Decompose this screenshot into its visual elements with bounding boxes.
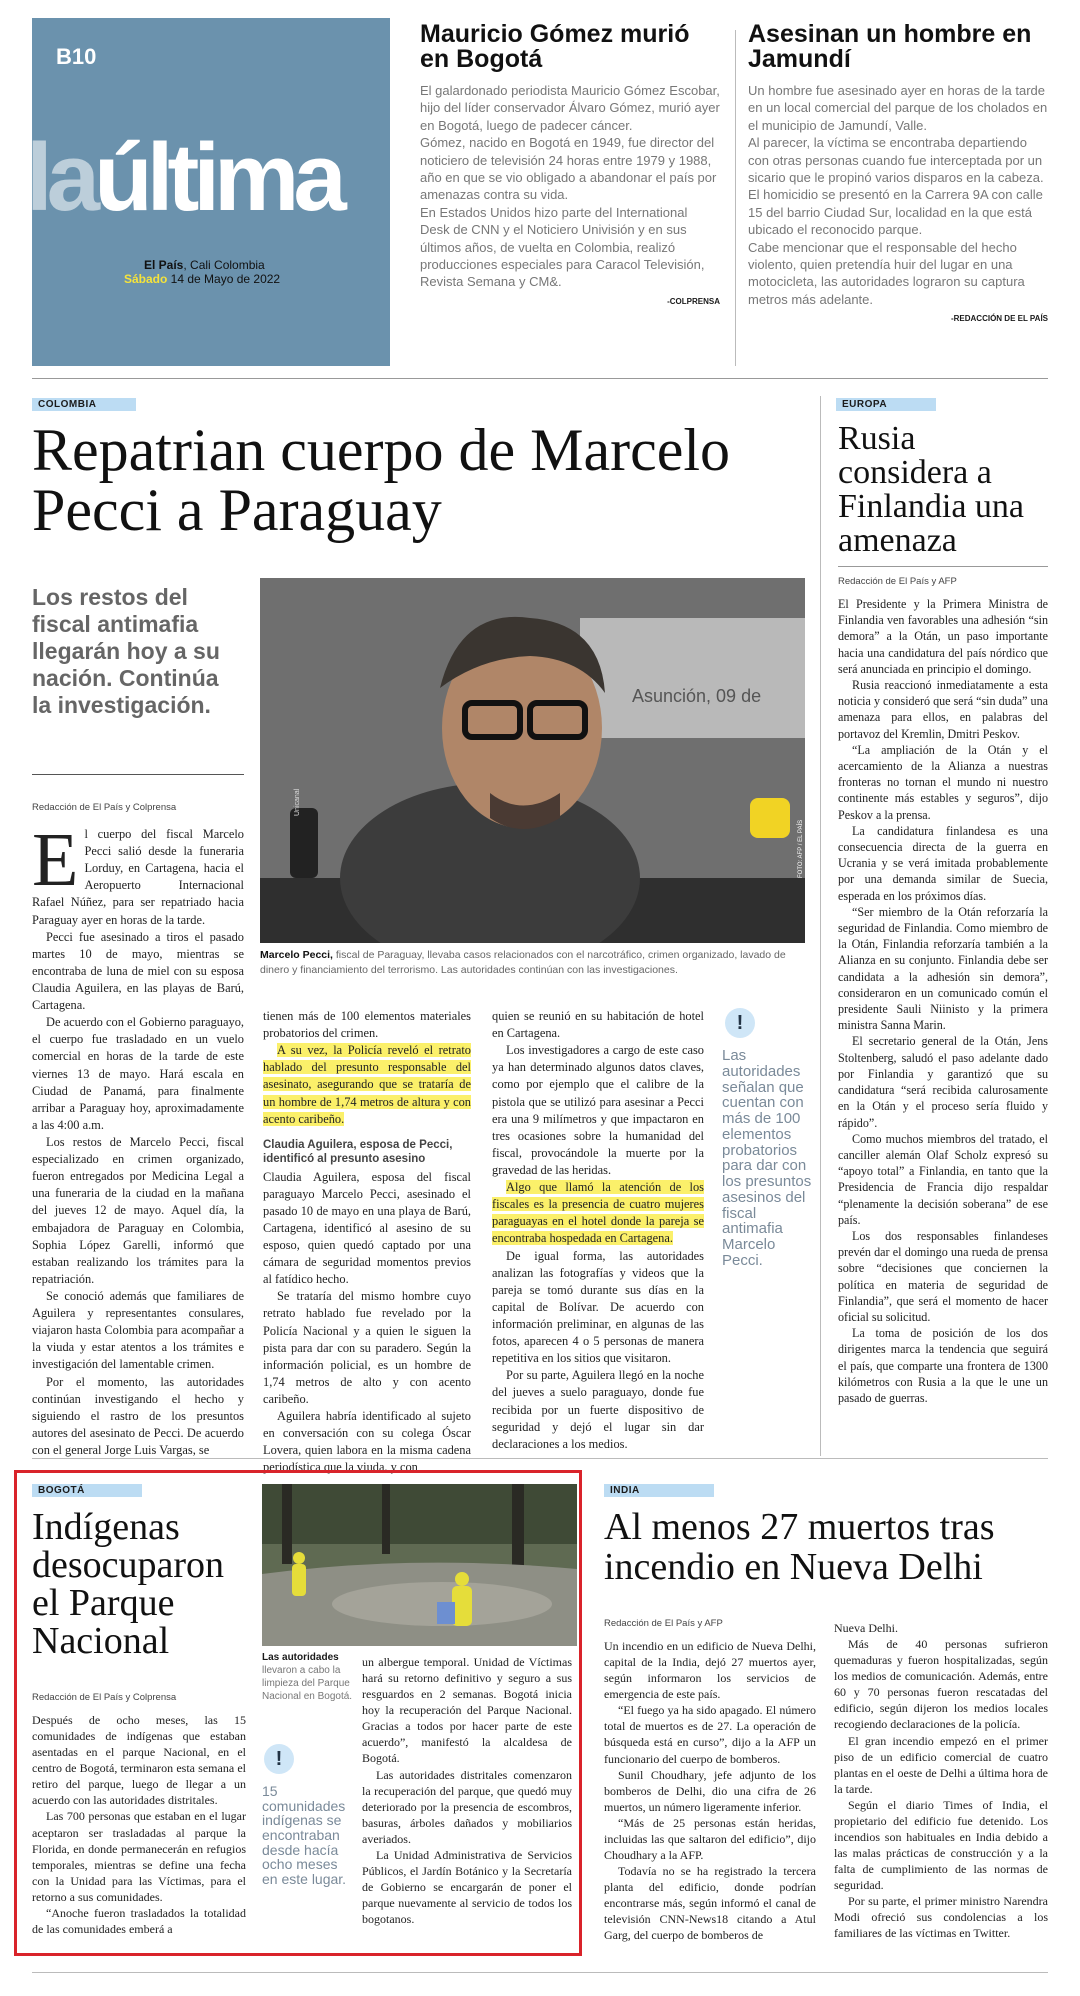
paragraph: Las autoridades distritales comenzaron la recuperación del parque, que quedó muy deteriorado por la presencia de escombros, basuras, árboles dañados y mobiliarios averiados.: [362, 1767, 572, 1846]
photo-caption: Marcelo Pecci, fiscal de Paraguay, llevaba casos relacionados con el narcotráfico, crimen organizado, lavado de dinero y financiamiento del terrorismo. Las autoridades continúan con las investigaciones.: [260, 949, 786, 976]
paragraph: Los restos de Marcelo Pecci, fiscal especializado en crimen organizado, fueron entregados por Medicina Legal a una funeraria de la ciudad en la mañana del jueves 12 de mayo. Aquel día, la embajadora de Paraguay en Colombia, Sophia López Garelli, informó que estaban realizando los trámites para la repatriación.: [32, 1134, 244, 1286]
brief-jamundi: [748, 22, 1048, 323]
paragraph: “Ser miembro de la Otán reforzaría la seguridad de Finlandia. Como miembro de la Otán, Finlandia reforzaría también a la Alianza en su conjunto. Finlandia debe ser candidata a la adhesión sin demora”, consideraron en un comunicado común el presidente Sauli Niinisto y la primera ministra Sanna Marin.: [838, 904, 1048, 1033]
main-column-1: [32, 818, 244, 1459]
europa-column: [838, 596, 1048, 1406]
paragraph: “El fuego ya ha sido apagado. El número total de muertos es de 27. La operación de búsqueda está en curso”, dijo a la AFP un funcionario del cuerpo de bomberos.: [604, 1703, 816, 1766]
photo-illustration: [260, 578, 805, 943]
india-headline: Al menos 27 muertos tras incendio en Nueva Delhi: [604, 1506, 995, 1588]
india-column-2: [834, 1620, 1048, 1942]
headline: Repatrian cuerpo de Marcelo Pecci a Paraguay: [32, 417, 730, 543]
paragraph: Como muchos miembros del tratado, el canciller alemán Olaf Scholz expresó su “apoyo total” a Finlandia, en tanto que la Presidencia de Francia dijo respaldar “plenamente la decisión soberana” de ese país.: [838, 1131, 1048, 1227]
paragraph: Por su parte, Aguilera llegó en la noche del jueves a suelo paraguayo, donde fue recibida por un fuerte dispositivo de seguridad y dejó el lugar sin dar declaraciones a los medios.: [492, 1368, 704, 1451]
byline: Redacción de El País y Colprensa: [32, 1692, 177, 1703]
paragraph: “Más de 25 personas están heridas, incluidas las que saltaron del edificio”, dijo Choudhary a la AFP.: [604, 1815, 816, 1863]
column-divider: [820, 396, 821, 1456]
paragraph: quien se reunió en su habitación de hotel en Cartagena.: [492, 1009, 704, 1041]
photo-caption: llevaron a cabo la limpieza del Parque Nacional en Bogotá.: [262, 1665, 353, 1702]
highlighted-quote: A su vez, la Policía reveló el retrato hablado del presunto responsable del asesinato, asegurando que se trataría de un hombre de 1,74 metros de altura y con acento caribeño.: [263, 1043, 471, 1126]
paragraph: La candidatura finlandesa es una consecuencia directa de la guerra en Ucrania y se verá imitada probablemente por una demanda similar de Suecia, esperada en los próximos días.: [838, 823, 1048, 903]
deck: Los restos del fiscal antimafia llegarán hoy a su nación. Continúa la investigación.: [32, 584, 220, 718]
paragraph: Pecci fue asesinado a tiros el pasado martes 10 de mayo, mientras se encontraba de luna de miel con su esposa Claudia Aguilera, en las playas de Barú, Cartagena.: [32, 929, 244, 1013]
brief-paragraph: Cabe mencionar que el responsable del hecho violento, quien pretendía huir del lugar en una motocicleta, las autoridades lograron su captura metros más adelante.: [748, 239, 1025, 307]
exclamation-icon: !: [725, 1008, 755, 1038]
date-line: Sábado 14 de Mayo de 2022: [124, 272, 281, 286]
section-logo: laúltima: [26, 124, 341, 231]
highlighted-quote: Algo que llamó la atención de los fiscales es la presencia de cuatro mujeres paraguayas en el hotel donde la pareja se encontraba hospedada en Cartagena.: [492, 1180, 704, 1246]
paragraph: Los investigadores a cargo de este caso ya han determinado algunos datos claves, como por ejemplo que el calibre de la pistola que se utilizó para asesinar a Pecci era una 9 milímetros y que impactaron en tres ocasiones sobre la humanidad del fiscal, provocándole la muerte por la gravedad de las heridas.: [492, 1043, 704, 1177]
paragraph: Por el momento, las autoridades continúan investigando el hecho y siguiendo el rastro de los presuntos autores del asesinato de Pecci. De acuerdo con el general Jorge Luis Vargas, se: [32, 1374, 244, 1457]
park-photo: [262, 1484, 577, 1646]
dropcap: E: [32, 818, 79, 902]
brief-paragraph: El galardonado periodista Mauricio Gómez Escobar, hijo del líder conservador Álvaro Gómez, murió ayer en Bogotá, luego de padecer cáncer.: [420, 83, 720, 133]
exclamation-icon: !: [264, 1744, 294, 1774]
column-divider: [735, 30, 736, 366]
europa-headline: Rusia considera a Finlandia una amenaza: [838, 420, 1025, 559]
paragraph: Después de ocho meses, las 15 comunidades de indígenas que estaban asentadas en el parque Nacional, en el centro de Bogotá, terminaron esta semana el retiro del parque, luego de llegar a un acuerdo con las autoridades distritales.: [32, 1713, 246, 1808]
photo-banner-text: Asunción, 09 de: [632, 686, 762, 706]
byline: Redacción de El País y AFP: [838, 576, 957, 587]
paragraph: “La ampliación de la Otán y el acercamiento de la Alianza a nuestras fronteras no tornan el mundo ni nuestro continente más estables y seguros”, dijo Peskov a la prensa.: [838, 742, 1048, 822]
paragraph: “Anoche fueron trasladados la totalidad de las comunidades emberá a: [32, 1905, 246, 1937]
photo-illustration: [262, 1484, 577, 1646]
paragraph: tienen más de 100 elementos materiales probatorios del crimen.: [263, 1009, 471, 1041]
paragraph: Un incendio en un edificio de Nueva Delhi, capital de la India, dejó 27 muertos ayer, según informaron los servicios de emergencia de este país.: [604, 1639, 816, 1702]
paragraph: l cuerpo del fiscal Marcelo Pecci salió desde la funeraria Lorduy, en Cartagena, hacia el Aeropuerto Internacional Rafael Núñez, para ser repatriado hacia Paraguay ayer en horas de la tarde.: [32, 827, 244, 927]
paragraph: El secretario general de la Otán, Jens Stoltenberg, saludó el paso adelante dado por Finlandia y garantizó que su candidatura “será recibida calurosamente en la Otán y el proceso sería fluido y rápido”.: [838, 1034, 1048, 1130]
section-rule: [32, 1458, 1048, 1459]
paragraph: De igual forma, las autoridades analizan las fotografías y videos que la pareja se tomó durante sus días en la capital de Bolívar. De acuerdo con información preliminar, en algunas de las fotos, aparecen 4 o 5 personas de manera repetitiva en los sitios que visitaron.: [492, 1248, 704, 1366]
page-number: B10: [56, 44, 97, 69]
brief-paragraph: Gómez, nacido en Bogotá en 1949, fue director del noticiero de televisión 24 horas entre 1979 y 1988, año en que se vio obligado a abandonar el país por amenazas contra su vida.: [420, 135, 717, 203]
byline: Redacción de El País y AFP: [604, 1618, 723, 1629]
section-tag: COLOMBIA: [32, 398, 136, 411]
pecci-photo: [260, 578, 805, 943]
byline: Redacción de El País y Colprensa: [32, 802, 177, 813]
paragraph: Sunil Choudhary, jefe adjunto de los bomberos de Delhi, dio una cifra de 26 muertos, un número ligeramente inferior.: [604, 1767, 816, 1814]
brief-paragraph: El homicidio se presentó en la Carrera 9A con calle 15 del barrio Ciudad Sur, localidad en la que está ubicado el reconocido parque.: [748, 187, 1043, 238]
paragraph: Nueva Delhi.: [834, 1621, 898, 1635]
subhead: Claudia Aguilera, esposa de Pecci, identificó al presunto asesino: [263, 1138, 453, 1166]
brief-credit: -COLPRENSA: [667, 296, 720, 306]
brief-paragraph: En Estados Unidos hizo parte del International Desk de CNN y el Noticiero Univisión y en sus últimos años, de vuelta en Colombia, realizó producciones especiales para Caracol Televisión, Revista Semana y CM&.: [420, 204, 705, 290]
side-note: 15 comunidades indígenas se encontraban desde hacía ocho meses en este lugar.: [262, 1783, 347, 1888]
section-tag: INDIA: [604, 1484, 714, 1497]
paragraph: Rusia reaccionó inmediatamente a esta noticia y consideró que será “sin duda” una amenaza para ellos, en palabras del portavoz del Kremlin, Dmitri Peskov.: [838, 678, 1048, 741]
main-column-2: [263, 1008, 471, 1476]
brief-title: Mauricio Gómez murió en Bogotá: [420, 20, 690, 73]
brief-title: Asesinan un hombre en Jamundí: [748, 20, 1032, 73]
brief-paragraph: Al parecer, la víctima se encontraba departiendo con otras personas cuando fue interceptada por un sicario que le propinó varios disparos en la cabeza.: [748, 135, 1044, 186]
section-rule: [32, 378, 1048, 379]
section-tag: EUROPA: [836, 398, 936, 411]
paragraph: Aguilera habría identificado al sujeto en conversación con su colega Óscar Lovera, quien labora en la misma cadena periodística que la viuda, y con: [263, 1409, 471, 1475]
paragraph: Se conoció además que familiares de Aguilera y representantes consulares, viajaron hasta Colombia para acompañar a la viuda y estar atentos a los trámites e investigación del lamentable crimen.: [32, 1288, 244, 1372]
paragraph: De acuerdo con el Gobierno paraguayo, el cuerpo fue trasladado en un vuelo comercial en horas de la tarde de este viernes 13 de mayo. Hará escala en Ciudad de Panamá, para finalmente arribar a Paraguay hoy, aproximadamente a las 4:00 a.m.: [32, 1015, 244, 1132]
paper-line: El País, Cali Colombia: [144, 258, 265, 272]
paragraph: Según el diario Times of India, el propietario del edificio fue detenido. Los incendios son habituales en India debido a las malas prácticas de construcción y a la falta de cumplimiento de las normas de seguridad.: [834, 1797, 1048, 1893]
side-note: Las autoridades señalan que cuentan con más de 100 elementos probatorios para dar con los presuntos asesinos del fiscal antimafia Marcelo Pecci.: [722, 1047, 812, 1269]
deck-rule: [32, 774, 244, 775]
bottom-rule: [32, 1972, 1048, 1973]
brief-body: [748, 82, 1048, 308]
paragraph: Más de 40 personas sufrieron quemaduras y fueron hospitalizadas, según los medios de comunicación. Además, entre 60 y 70 personas fueron rescatadas del edificio, según dijeron los medios locales recogiendo declaraciones de la policía.: [834, 1637, 1048, 1732]
paragraph: El gran incendio empezó en el primer piso de un edificio comercial de cuatro plantas en el oeste de Delhi a última hora de la tarde.: [834, 1733, 1048, 1796]
brief-mauricio-gomez: [420, 22, 720, 306]
paragraph: Claudia Aguilera, esposa del fiscal paraguayo Marcelo Pecci, asesinado el pasado 10 de mayo en una playa de Barú, Cartagena, identificó al asesino de su esposo, quien quedó captado por una cámara de seguridad momentos previos al fatídico hecho.: [263, 1169, 471, 1287]
brief-body: [420, 82, 720, 291]
paragraph: Todavía no se ha registrado la tercera planta del edificio, donde podrían encontrarse más, según informó el canal de televisión CNN-News18 citando a Atul Garg, del cuerpo de bomberos de: [604, 1864, 816, 1943]
paragraph: El Presidente y la Primera Ministra de Finlandia ven favorables una adhesión “sin demora” a la Otán, un paso importante hacia una candidatura del país nórdico que será anunciada en principio el domingo.: [838, 597, 1048, 676]
main-column-3: [492, 1008, 704, 1453]
india-column-1: [604, 1638, 816, 1943]
photo-caption-title: Las autoridades: [262, 1652, 339, 1663]
paragraph: Se trataría del mismo hombre cuyo retrato hablado fue revelado por la Policía Nacional y a quien le siguen la pista para dar con su paradero. Según la información policial, es un hombre de 1,74 metros de alto y con acento caribeño.: [263, 1289, 471, 1406]
paragraph: Los dos responsables finlandeses prevén dar el domingo una rueda de prensa sobre “decisiones que conciernen la política en materia de seguridad de Finlandia”, que será el momento de hacer oficial su solicitud.: [838, 1228, 1048, 1324]
bogota-column-2: [362, 1654, 572, 1927]
brief-credit: -REDACCIÓN DE EL PAÍS: [950, 314, 1048, 324]
paragraph: Las 700 personas que estaban en el lugar aceptaron ser trasladadas al parque la Florida, en donde permanecerán en refugios temporales, mientras se define una fecha con la Unidad para las Víctimas, para el retorno a sus comunidades.: [32, 1809, 246, 1904]
photo-mic-label: Unicanal: [294, 788, 301, 816]
brief-paragraph: Un hombre fue asesinado ayer en horas de la tarde en un local comercial del parque de los cholados en el municipio de Jamundí, Valle.: [748, 83, 1048, 133]
masthead: [26, 18, 390, 366]
paragraph: un albergue temporal. Unidad de Víctimas hará su retorno definitivo y seguro a sus resguardos en 2 semanas. Bogotá inicia hoy la recuperación del Parque Nacional. Gracias a todos por hacer parte de este acuerdo”, manifestó la alcaldesa de Bogotá.: [362, 1655, 572, 1766]
headline-rule: [838, 566, 1048, 567]
paragraph: La Unidad Administrativa de Servicios Públicos, el Jardín Botánico y la Secretaría de Gobierno se encargarán de poner el parque nuevamente al servicio de todos los bogotanos.: [362, 1847, 572, 1927]
paragraph: Por su parte, el primer ministro Narendra Modi ofreció sus condolencias a los familiares de las víctimas en Twitter.: [834, 1894, 1048, 1941]
section-tag: BOGOTÁ: [32, 1484, 142, 1497]
photo-credit: FOTO: AFP / EL PAÍS: [798, 819, 804, 878]
bogota-column-1: [32, 1712, 246, 1937]
paragraph: La toma de posición de los dos dirigentes marca la tendencia que seguirá el país, que comparte una frontera de 1300 kilómetros con Rusia a la que le une un pasado de guerras.: [838, 1326, 1048, 1405]
bogota-headline: Indígenas desocuparon el Parque Nacional: [32, 1506, 225, 1662]
